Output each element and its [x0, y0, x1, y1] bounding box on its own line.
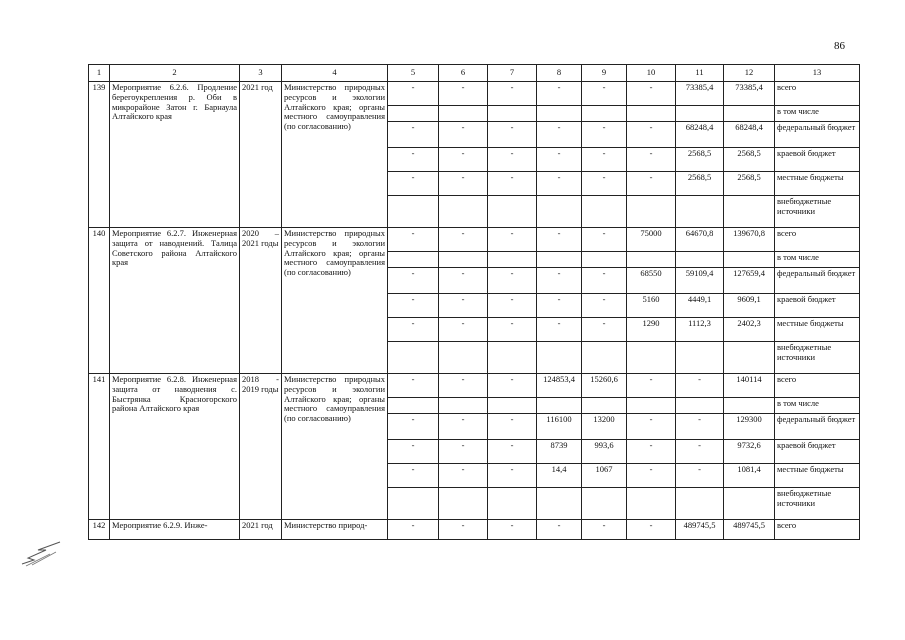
amount-cell: - — [627, 440, 676, 464]
amount-cell: - — [388, 82, 439, 106]
amount-cell — [537, 342, 582, 374]
amount-cell: 2568,5 — [724, 172, 775, 196]
amount-cell: - — [439, 268, 488, 294]
amount-cell: - — [388, 172, 439, 196]
amount-cell: - — [627, 172, 676, 196]
amount-cell: - — [439, 148, 488, 172]
header-cell: 6 — [439, 65, 488, 82]
amount-cell — [388, 488, 439, 520]
amount-cell — [439, 106, 488, 122]
header-cell: 13 — [775, 65, 860, 82]
amount-cell: - — [627, 148, 676, 172]
measure-number: 140 — [89, 228, 110, 374]
amount-cell: 59109,4 — [676, 268, 724, 294]
amount-cell: - — [439, 414, 488, 440]
amount-cell: 8739 — [537, 440, 582, 464]
budget-table — [88, 64, 860, 540]
amount-cell: - — [537, 148, 582, 172]
amount-cell: - — [488, 294, 537, 318]
header-cell: 1 — [89, 65, 110, 82]
amount-cell: 2568,5 — [676, 172, 724, 196]
amount-cell: 9609,1 — [724, 294, 775, 318]
funding-source: в том числе — [775, 398, 860, 414]
amount-cell: - — [537, 228, 582, 252]
amount-cell: 4449,1 — [676, 294, 724, 318]
amount-cell — [582, 252, 627, 268]
amount-cell: - — [627, 520, 676, 540]
amount-cell — [439, 252, 488, 268]
header-cell: 3 — [240, 65, 282, 82]
table-row — [89, 520, 860, 540]
amount-cell: - — [388, 148, 439, 172]
amount-cell — [724, 106, 775, 122]
amount-cell: - — [388, 122, 439, 148]
amount-cell — [388, 398, 439, 414]
funding-source: внебюджетные источники — [775, 342, 860, 374]
amount-cell — [676, 252, 724, 268]
amount-cell — [488, 488, 537, 520]
amount-cell: - — [388, 294, 439, 318]
header-cell: 8 — [537, 65, 582, 82]
amount-cell — [724, 488, 775, 520]
amount-cell — [488, 252, 537, 268]
funding-source: внебюджетные источники — [775, 196, 860, 228]
measure-name: Мероприятие 6.2.9. Инже- — [110, 520, 240, 540]
table-row — [89, 228, 860, 252]
amount-cell: - — [488, 122, 537, 148]
amount-cell: - — [439, 172, 488, 196]
funding-source: всего — [775, 374, 860, 398]
amount-cell — [488, 106, 537, 122]
measure-name: Мероприятие 6.2.7. Инженерная защита от наводнений. Талица Советского района Алтайского края — [110, 228, 240, 374]
amount-cell — [388, 252, 439, 268]
amount-cell: 993,6 — [582, 440, 627, 464]
amount-cell: - — [537, 268, 582, 294]
amount-cell: - — [537, 172, 582, 196]
amount-cell: 1112,3 — [676, 318, 724, 342]
amount-cell: - — [388, 440, 439, 464]
amount-cell: 139670,8 — [724, 228, 775, 252]
header-cell: 2 — [110, 65, 240, 82]
amount-cell: - — [488, 520, 537, 540]
amount-cell: - — [582, 268, 627, 294]
amount-cell — [388, 196, 439, 228]
amount-cell: - — [676, 374, 724, 398]
amount-cell — [537, 196, 582, 228]
amount-cell: - — [537, 318, 582, 342]
measure-number: 141 — [89, 374, 110, 520]
amount-cell — [439, 398, 488, 414]
amount-cell — [724, 252, 775, 268]
amount-cell: - — [388, 228, 439, 252]
amount-cell: - — [627, 82, 676, 106]
amount-cell — [439, 488, 488, 520]
funding-source: местные бюджеты — [775, 318, 860, 342]
measure-executor: Министерство природных ресурсов и экологии Алтайского края; органы местного самоуправления (по согласованию) — [282, 228, 388, 374]
amount-cell: - — [388, 520, 439, 540]
amount-cell — [627, 342, 676, 374]
amount-cell: - — [388, 374, 439, 398]
amount-cell: 75000 — [627, 228, 676, 252]
funding-source: всего — [775, 520, 860, 540]
measure-number: 142 — [89, 520, 110, 540]
amount-cell — [582, 488, 627, 520]
amount-cell: - — [439, 374, 488, 398]
amount-cell: 489745,5 — [724, 520, 775, 540]
amount-cell — [676, 342, 724, 374]
amount-cell — [537, 106, 582, 122]
funding-source: федеральный бюджет — [775, 268, 860, 294]
measure-period: 2018 - 2019 годы — [240, 374, 282, 520]
amount-cell — [488, 342, 537, 374]
amount-cell: 140114 — [724, 374, 775, 398]
measure-name: Мероприятие 6.2.6. Продление берегоукрепления р. Оби в микрорайоне Затон г. Барнаула Алтайского края — [110, 82, 240, 228]
amount-cell — [537, 398, 582, 414]
amount-cell: - — [439, 294, 488, 318]
amount-cell: 1290 — [627, 318, 676, 342]
amount-cell: - — [582, 148, 627, 172]
amount-cell — [488, 398, 537, 414]
amount-cell: 2568,5 — [676, 148, 724, 172]
measure-executor: Министерство природных ресурсов и экологии Алтайского края; органы местного самоуправления (по согласованию) — [282, 82, 388, 228]
funding-source: краевой бюджет — [775, 294, 860, 318]
amount-cell: - — [488, 440, 537, 464]
amount-cell: - — [488, 172, 537, 196]
amount-cell — [724, 342, 775, 374]
amount-cell: 15260,6 — [582, 374, 627, 398]
amount-cell: - — [627, 464, 676, 488]
amount-cell — [439, 342, 488, 374]
amount-cell — [676, 398, 724, 414]
table-row — [89, 374, 860, 398]
funding-source: в том числе — [775, 106, 860, 122]
amount-cell: - — [537, 82, 582, 106]
amount-cell: 124853,4 — [537, 374, 582, 398]
header-cell: 5 — [388, 65, 439, 82]
amount-cell — [582, 196, 627, 228]
amount-cell: - — [488, 228, 537, 252]
header-cell: 12 — [724, 65, 775, 82]
amount-cell: 489745,5 — [676, 520, 724, 540]
funding-source: местные бюджеты — [775, 464, 860, 488]
amount-cell: 129300 — [724, 414, 775, 440]
amount-cell: - — [582, 122, 627, 148]
amount-cell: - — [582, 294, 627, 318]
amount-cell: - — [582, 172, 627, 196]
amount-cell: - — [676, 464, 724, 488]
amount-cell: - — [488, 464, 537, 488]
amount-cell — [627, 488, 676, 520]
table-header-row — [89, 65, 860, 82]
amount-cell — [582, 342, 627, 374]
amount-cell: 13200 — [582, 414, 627, 440]
amount-cell: - — [439, 464, 488, 488]
header-cell: 11 — [676, 65, 724, 82]
measure-name: Мероприятие 6.2.8. Инженерная защита от наводнения с. Быстрянка Красногорского района Алтайского края — [110, 374, 240, 520]
amount-cell: - — [488, 82, 537, 106]
amount-cell: - — [388, 268, 439, 294]
amount-cell — [439, 196, 488, 228]
funding-source: федеральный бюджет — [775, 414, 860, 440]
amount-cell: - — [439, 440, 488, 464]
amount-cell: 14,4 — [537, 464, 582, 488]
amount-cell: 68248,4 — [676, 122, 724, 148]
amount-cell: - — [439, 122, 488, 148]
funding-source: краевой бюджет — [775, 440, 860, 464]
measure-number: 139 — [89, 82, 110, 228]
amount-cell: - — [627, 122, 676, 148]
header-cell: 4 — [282, 65, 388, 82]
amount-cell: 64670,8 — [676, 228, 724, 252]
funding-source: местные бюджеты — [775, 172, 860, 196]
amount-cell: 2568,5 — [724, 148, 775, 172]
amount-cell: - — [537, 520, 582, 540]
amount-cell: 1081,4 — [724, 464, 775, 488]
amount-cell — [627, 398, 676, 414]
amount-cell — [388, 106, 439, 122]
amount-cell: - — [488, 148, 537, 172]
amount-cell: - — [439, 82, 488, 106]
amount-cell: 1067 — [582, 464, 627, 488]
amount-cell: - — [439, 520, 488, 540]
funding-source: всего — [775, 228, 860, 252]
amount-cell: 73385,4 — [724, 82, 775, 106]
funding-source: внебюджетные источники — [775, 488, 860, 520]
amount-cell — [724, 398, 775, 414]
amount-cell: - — [676, 414, 724, 440]
amount-cell: - — [676, 440, 724, 464]
funding-source: всего — [775, 82, 860, 106]
amount-cell: - — [627, 414, 676, 440]
measure-executor: Министерство природ- — [282, 520, 388, 540]
funding-source: краевой бюджет — [775, 148, 860, 172]
amount-cell — [488, 196, 537, 228]
amount-cell: - — [537, 122, 582, 148]
amount-cell — [676, 106, 724, 122]
amount-cell: - — [488, 374, 537, 398]
amount-cell: 73385,4 — [676, 82, 724, 106]
amount-cell — [627, 252, 676, 268]
amount-cell — [537, 252, 582, 268]
amount-cell: - — [388, 464, 439, 488]
amount-cell: - — [388, 318, 439, 342]
amount-cell: 2402,3 — [724, 318, 775, 342]
amount-cell: - — [537, 294, 582, 318]
amount-cell — [676, 488, 724, 520]
measure-period: 2020 – 2021 годы — [240, 228, 282, 374]
amount-cell — [582, 106, 627, 122]
amount-cell: - — [488, 268, 537, 294]
amount-cell: - — [627, 374, 676, 398]
amount-cell: 68550 — [627, 268, 676, 294]
amount-cell — [627, 196, 676, 228]
signature-mark — [20, 538, 64, 568]
measure-executor: Министерство природных ресурсов и экологии Алтайского края; органы местного самоуправления (по согласованию) — [282, 374, 388, 520]
measure-period: 2021 год — [240, 520, 282, 540]
amount-cell: - — [488, 414, 537, 440]
amount-cell: - — [439, 318, 488, 342]
header-cell: 7 — [488, 65, 537, 82]
amount-cell — [627, 106, 676, 122]
amount-cell: - — [388, 414, 439, 440]
amount-cell — [537, 488, 582, 520]
amount-cell: 9732,6 — [724, 440, 775, 464]
amount-cell: - — [582, 318, 627, 342]
measure-period: 2021 год — [240, 82, 282, 228]
amount-cell: - — [582, 82, 627, 106]
funding-source: в том числе — [775, 252, 860, 268]
amount-cell: - — [439, 228, 488, 252]
funding-source: федеральный бюджет — [775, 122, 860, 148]
amount-cell: 68248,4 — [724, 122, 775, 148]
amount-cell — [388, 342, 439, 374]
amount-cell: - — [582, 228, 627, 252]
table-row — [89, 82, 860, 106]
amount-cell — [676, 196, 724, 228]
header-cell: 9 — [582, 65, 627, 82]
header-cell: 10 — [627, 65, 676, 82]
amount-cell: - — [582, 520, 627, 540]
amount-cell: 127659,4 — [724, 268, 775, 294]
amount-cell — [724, 196, 775, 228]
amount-cell: 116100 — [537, 414, 582, 440]
amount-cell: 5160 — [627, 294, 676, 318]
page-number: 86 — [834, 40, 845, 52]
amount-cell — [582, 398, 627, 414]
amount-cell: - — [488, 318, 537, 342]
